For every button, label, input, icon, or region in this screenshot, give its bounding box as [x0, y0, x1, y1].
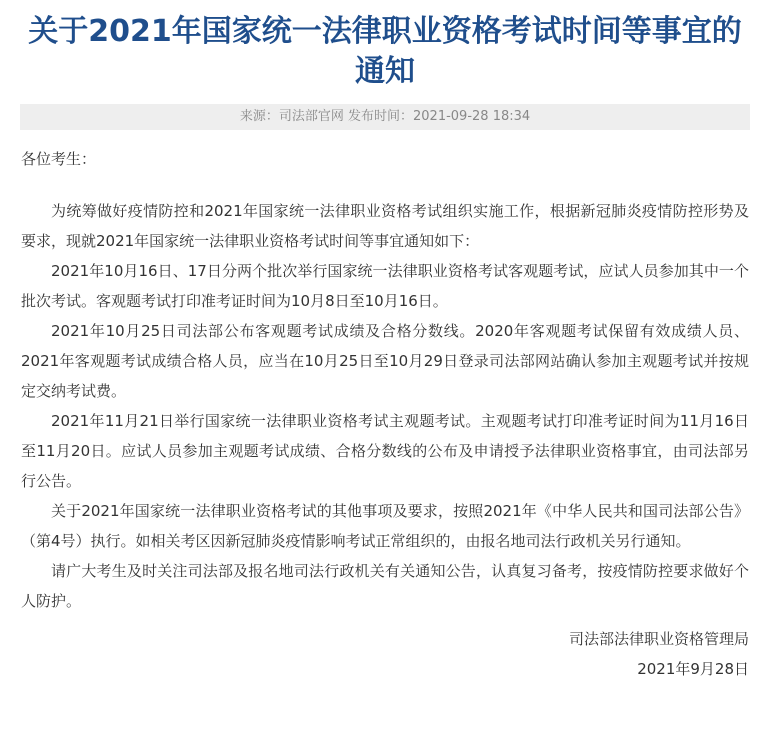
source-value: 司法部官网	[278, 109, 344, 124]
paragraph-other-matters: 关于2021年国家统一法律职业资格考试的其他事项及要求，按照2021年《中华人民共和国司法部公告》（第4号）执行。如相关考区因新冠肺炎疫情影响考试正常组织的，由报名地司法行政机关另行通知。	[21, 502, 749, 550]
article-meta	[20, 104, 750, 130]
source-label: 来源：	[239, 109, 279, 124]
paragraph-reminder: 请广大考生及时关注司法部及报名地司法行政机关有关通知公告，认真复习备考，按疫情防控要求做好个人防护。	[21, 562, 749, 610]
article-body	[0, 144, 770, 684]
paragraph-objective-results: 2021年10月25日司法部公布客观题考试成绩及合格分数线。2020年客观题考试保留有效成绩人员、2021年客观题考试成绩合格人员，应当在10月25日至10月29日登录司法部网站确认参加主观题考试并按规定交纳考试费。	[21, 322, 749, 400]
article-title: 关于2021年国家统一法律职业资格考试时间等事宜的通知	[28, 14, 742, 89]
publish-time-label: 发布时间：	[348, 109, 414, 124]
publish-time-value: 2021-09-28 18:34	[413, 109, 531, 124]
signature-org: 司法部法律职业资格管理局	[568, 630, 749, 648]
paragraph-intro: 为统筹做好疫情防控和2021年国家统一法律职业资格考试组织实施工作，根据新冠肺炎疫情防控形势及要求，现就2021年国家统一法律职业资格考试时间等事宜通知如下：	[21, 202, 749, 250]
greeting: 各位考生：	[21, 150, 97, 168]
paragraph-subjective-exam: 2021年11月21日举行国家统一法律职业资格考试主观题考试。主观题考试打印准考证时间为11月16日至11月20日。应试人员参加主观题考试成绩、合格分数线的公布及申请授予法律职业资格事宜，由司法部另行公告。	[21, 412, 749, 490]
signature-date: 2021年9月28日	[637, 660, 749, 678]
paragraph-objective-exam: 2021年10月16日、17日分两个批次举行国家统一法律职业资格考试客观题考试，应试人员参加其中一个批次考试。客观题考试打印准考证时间为10月8日至10月16日。	[21, 262, 749, 310]
